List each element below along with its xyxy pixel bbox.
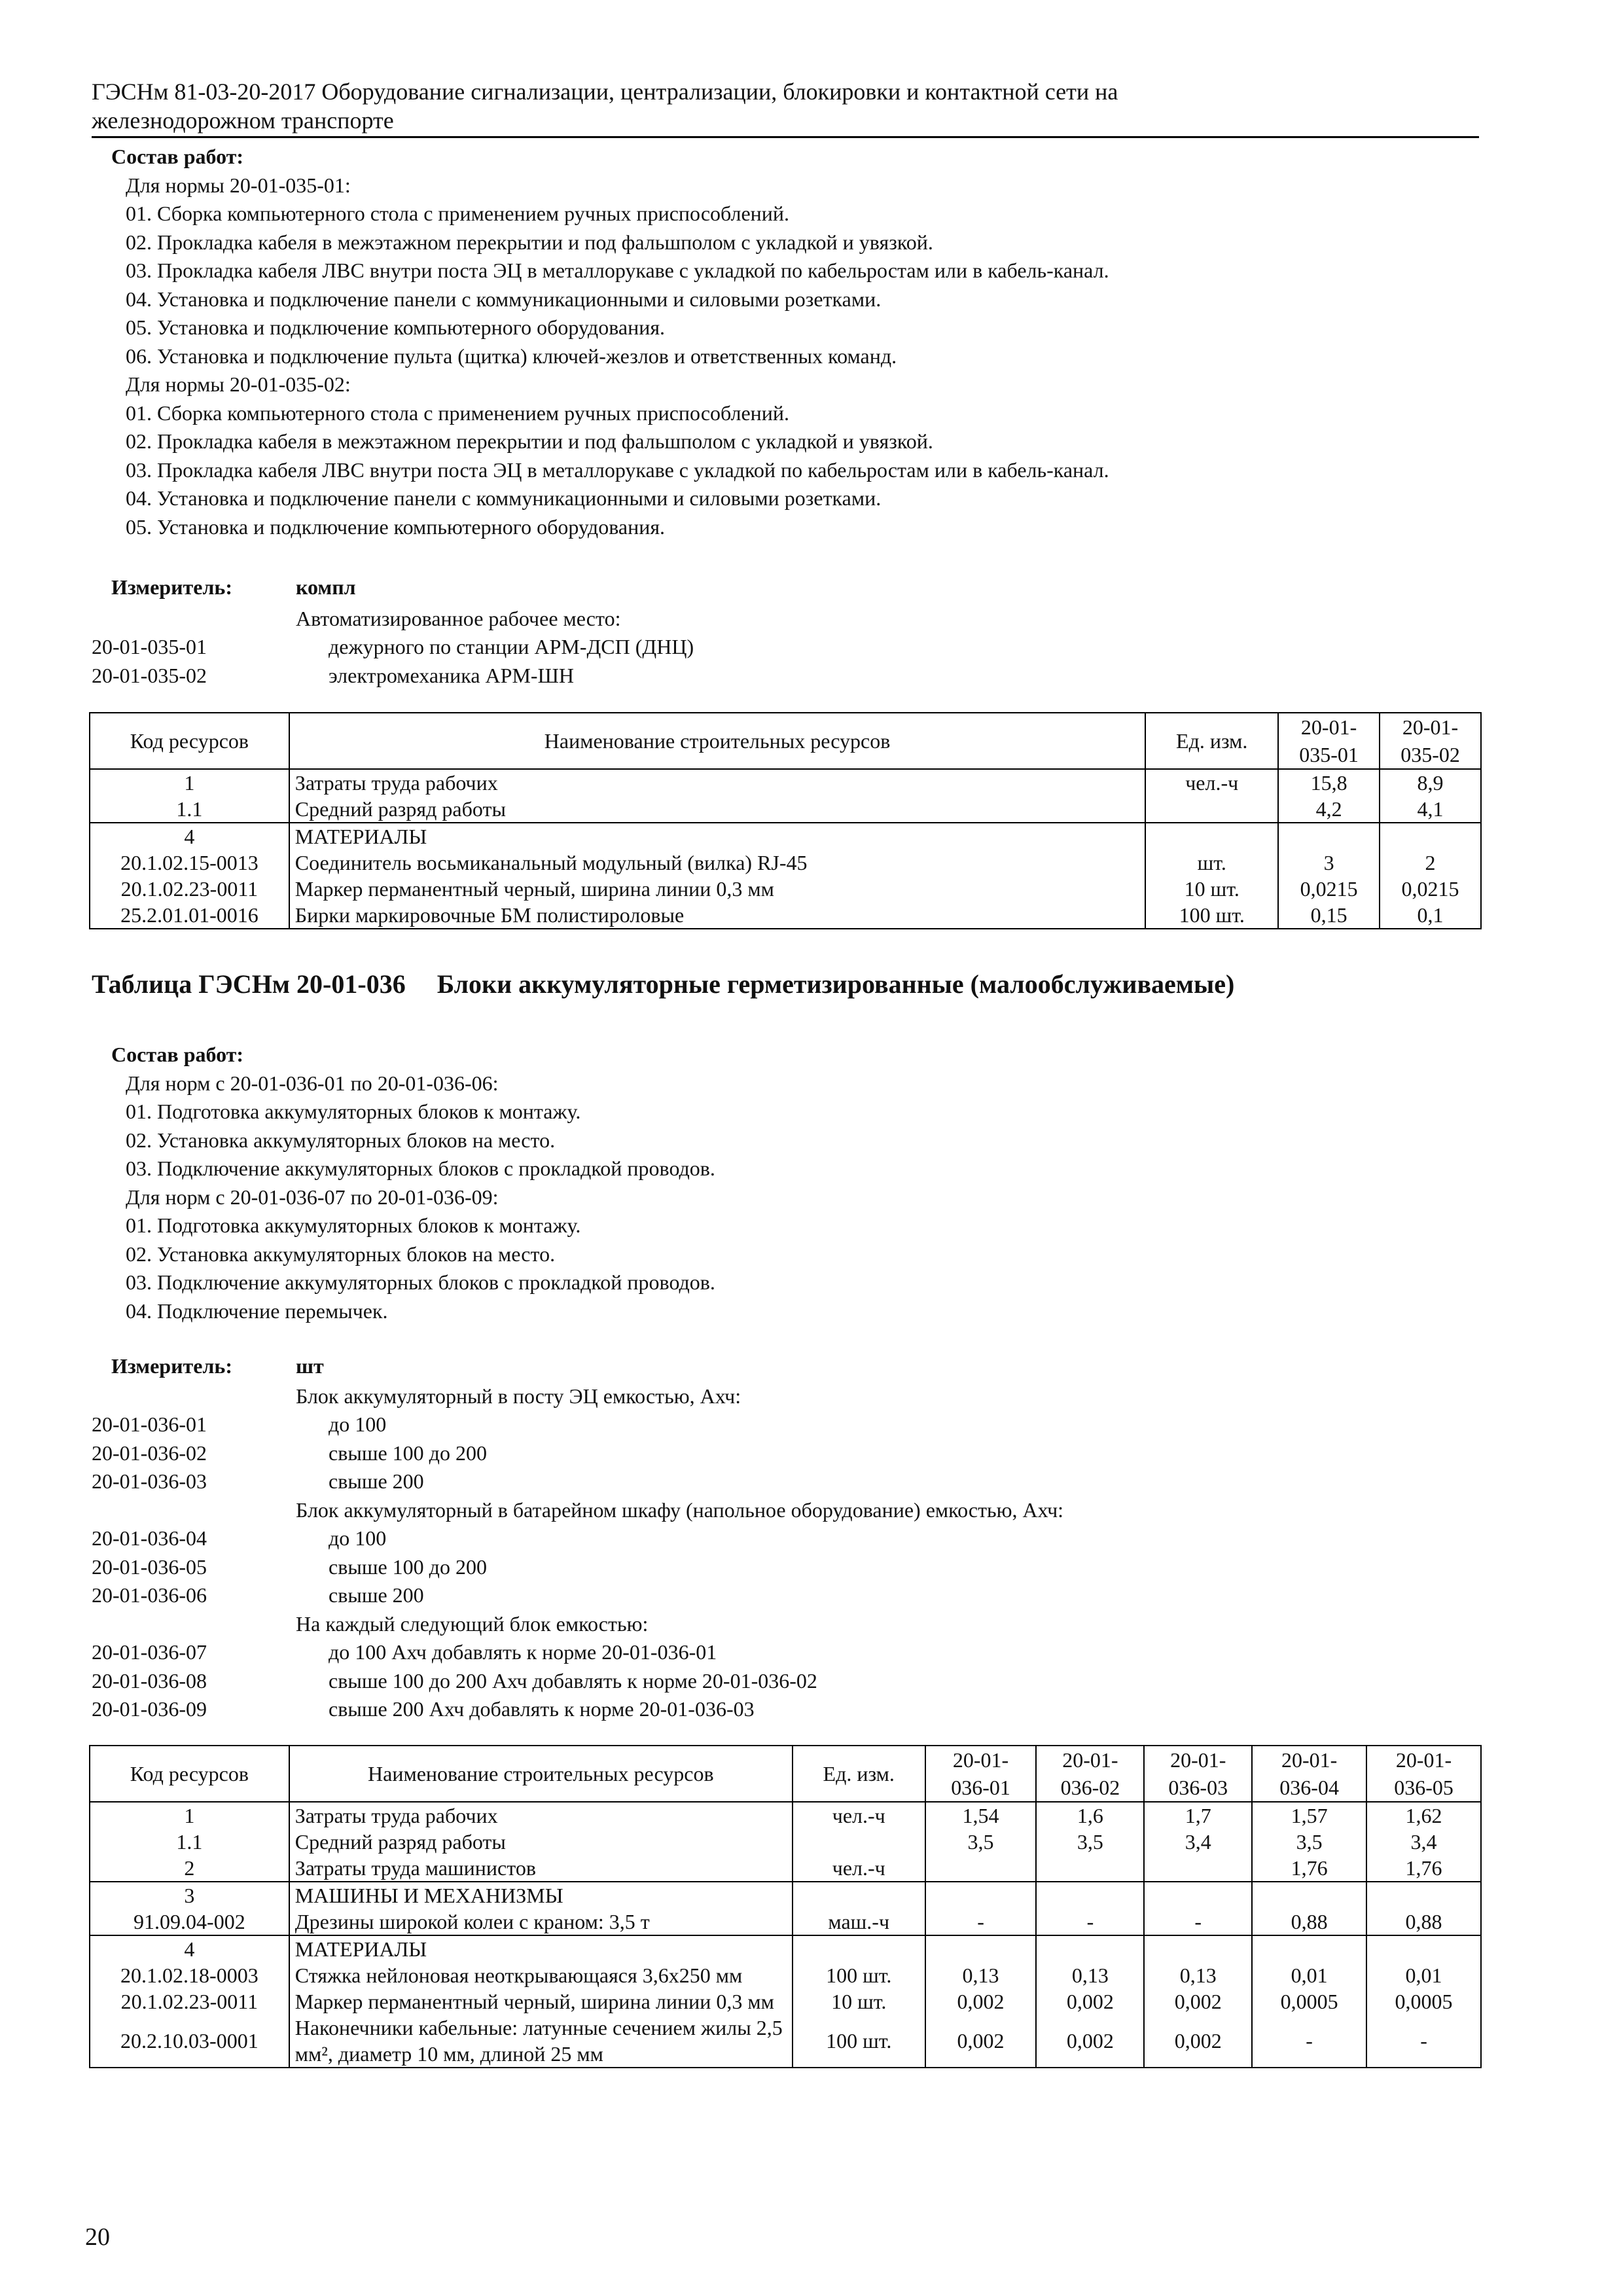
cell-value [1252, 1935, 1366, 1962]
norm-text: свыше 100 до 200 [329, 1441, 487, 1465]
norm-group-row [92, 1496, 1531, 1525]
col-header-code: Код ресурсов [90, 1746, 289, 1802]
work-item: 05. Установка и подключение компьютерного оборудования. [126, 315, 666, 339]
cell-unit: маш.-ч [793, 1909, 925, 1935]
cell-value: - [1036, 1909, 1144, 1935]
cell-unit: чел.-ч [1145, 769, 1278, 796]
cell-value: 3,4 [1366, 1829, 1481, 1855]
work-item: 05. Установка и подключение компьютерного оборудования. [126, 514, 666, 539]
cell-value [1144, 1935, 1252, 1962]
cell-unit [793, 1829, 925, 1855]
cell-value: 0,0215 [1278, 876, 1380, 902]
cell-name: Маркер перманентный черный, ширина линии 0,3 мм [289, 1988, 793, 2015]
table-row [90, 1882, 1481, 1909]
cell-value: 0,13 [1036, 1962, 1144, 1988]
composition-title: Состав работ: [111, 1043, 244, 1066]
col-header-norm: 20-01- 035-01 [1278, 713, 1380, 769]
cell-value: 0,88 [1366, 1909, 1481, 1935]
work-item: 03. Подключение аккумуляторных блоков с прокладкой проводов. [126, 1157, 715, 1180]
table-row [90, 823, 1481, 850]
resources-table-1 [89, 712, 1482, 929]
col-header-norm: 20-01- 036-04 [1252, 1746, 1366, 1802]
norm-row [92, 1581, 1531, 1610]
cell-name: Маркер перманентный черный, ширина линии 0,3 мм [289, 876, 1146, 902]
cell-value: 1,76 [1252, 1855, 1366, 1882]
cell-value: 1,7 [1144, 1802, 1252, 1829]
cell-name: Средний разряд работы [289, 1829, 793, 1855]
cell-code: 1 [90, 1802, 289, 1829]
table-row [90, 1988, 1481, 2015]
cell-name: Средний разряд работы [289, 796, 1146, 823]
norm-code: 20-01-036-06 [92, 1583, 207, 1607]
norm-code [92, 1382, 296, 1411]
table-row [90, 1935, 1481, 1962]
cell-value [1380, 823, 1481, 850]
cell-value: 0,0005 [1252, 1988, 1366, 2015]
cell-value: - [1144, 1909, 1252, 1935]
cell-value: 0,002 [1036, 1988, 1144, 2015]
cell-value: - [925, 1909, 1037, 1935]
cell-unit: чел.-ч [793, 1802, 925, 1829]
table-row [90, 876, 1481, 902]
norm-code: 20-01-035-02 [92, 663, 207, 687]
cell-value [1278, 823, 1380, 850]
work-item: 03. Подключение аккумуляторных блоков с прокладкой проводов. [126, 1270, 715, 1294]
work-item: 02. Установка аккумуляторных блоков на место. [126, 1128, 556, 1152]
cell-value: 1,76 [1366, 1855, 1481, 1882]
norm-group: На каждый следующий блок емкостью: [296, 1611, 649, 1636]
norm-text: электромеханика АРМ-ШН [329, 663, 574, 687]
norm-row [92, 662, 1531, 691]
cell-value: 3,4 [1144, 1829, 1252, 1855]
norm-group: Блок аккумуляторный в батарейном шкафу (напольное оборудование) емкостью, Ахч: [296, 1498, 1064, 1522]
table-row [90, 902, 1481, 929]
cell-value: - [1252, 2015, 1366, 2068]
work-item: 04. Установка и подключение панели с коммуникационными и силовыми розетками. [126, 287, 882, 311]
norm-text: до 100 [329, 1526, 387, 1550]
cell-unit: 100 шт. [1145, 902, 1278, 929]
table-title-text: Блоки аккумуляторные герметизированные (малообслуживаемые) [437, 969, 1235, 999]
cell-name: Затраты труда рабочих [289, 1802, 793, 1829]
norm-row [92, 633, 1531, 662]
norm-group-row [92, 1382, 1531, 1411]
cell-code: 91.09.04-002 [90, 1909, 289, 1935]
cell-value: 1,6 [1036, 1802, 1144, 1829]
cell-code: 20.1.02.23-0011 [90, 876, 289, 902]
meter-group: Автоматизированное рабочее место: [296, 606, 621, 630]
cell-value: 0,0215 [1380, 876, 1481, 902]
table-title [92, 969, 1234, 999]
cell-code: 4 [90, 823, 289, 850]
composition-1 [92, 143, 1531, 541]
col-header-norm: 20-01- 035-02 [1380, 713, 1481, 769]
work-item: 04. Подключение перемычек. [126, 1299, 388, 1323]
work-norm-heading: Для норм с 20-01-036-07 по 20-01-036-09: [126, 1185, 499, 1209]
col-header-norm: 20-01- 036-05 [1366, 1746, 1481, 1802]
table-title-code: Таблица ГЭСНм 20-01-036 [92, 969, 406, 999]
cell-value [1144, 1855, 1252, 1882]
cell-value [1144, 1882, 1252, 1909]
cell-code: 20.1.02.23-0011 [90, 1988, 289, 2015]
cell-value: 3,5 [1036, 1829, 1144, 1855]
col-header-name: Наименование строительных ресурсов [289, 713, 1146, 769]
cell-value: 0,15 [1278, 902, 1380, 929]
cell-value: 1,54 [925, 1802, 1037, 1829]
table-row [90, 769, 1481, 796]
cell-unit: 10 шт. [1145, 876, 1278, 902]
cell-value: 3 [1278, 850, 1380, 876]
norm-text: свыше 200 [329, 1469, 424, 1493]
cell-code: 20.1.02.18-0003 [90, 1962, 289, 1988]
cell-value: 8,9 [1380, 769, 1481, 796]
composition-2 [92, 1041, 1531, 1325]
work-item: 03. Прокладка кабеля ЛВС внутри поста ЭЦ в металлорукаве с укладкой по кабельростам или в кабель-канал. [126, 259, 1109, 282]
cell-value: 0,01 [1366, 1962, 1481, 1988]
norm-text: свыше 100 до 200 [329, 1554, 487, 1579]
cell-value: 1,62 [1366, 1802, 1481, 1829]
work-item: 02. Прокладка кабеля в межэтажном перекрытии и под фальшполом с укладкой и увязкой. [126, 429, 933, 453]
cell-unit [793, 1935, 925, 1962]
cell-value: 0,01 [1252, 1962, 1366, 1988]
cell-code: 1.1 [90, 1829, 289, 1855]
col-header-norm: 20-01- 036-02 [1036, 1746, 1144, 1802]
norm-code: 20-01-036-05 [92, 1554, 207, 1579]
col-header-name: Наименование строительных ресурсов [289, 1746, 793, 1802]
cell-value: 4,2 [1278, 796, 1380, 823]
table-row [90, 2015, 1481, 2068]
cell-unit [1145, 823, 1278, 850]
work-item: 01. Сборка компьютерного стола с применением ручных приспособлений. [126, 202, 790, 225]
norm-row [92, 1410, 1531, 1439]
table-row [90, 1909, 1481, 1935]
norm-text: до 100 Ахч добавлять к норме 20-01-036-01 [329, 1640, 717, 1664]
meter-label: Измеритель: [111, 1354, 232, 1378]
cell-value: 0,002 [925, 2015, 1037, 2068]
cell-code: 20.2.10.03-0001 [90, 2015, 289, 2068]
norm-text: свыше 200 Ахч добавлять к норме 20-01-036-03 [329, 1697, 755, 1721]
cell-name: Стяжка нейлоновая неоткрывающаяся 3,6x250 мм [289, 1962, 793, 1988]
cell-name: Бирки маркировочные БМ полистироловые [289, 902, 1146, 929]
running-header [92, 77, 1479, 138]
cell-value [1366, 1935, 1481, 1962]
table-row [90, 850, 1481, 876]
cell-unit [793, 1882, 925, 1909]
cell-code: 2 [90, 1855, 289, 1882]
norm-row [92, 1667, 1531, 1696]
cell-code: 20.1.02.15-0013 [90, 850, 289, 876]
cell-value [925, 1935, 1037, 1962]
meter-unit: компл [296, 575, 356, 599]
col-header-norm: 20-01- 036-03 [1144, 1746, 1252, 1802]
col-header-code: Код ресурсов [90, 713, 289, 769]
cell-code: 4 [90, 1935, 289, 1962]
work-norm-heading: Для норм с 20-01-036-01 по 20-01-036-06: [126, 1071, 499, 1095]
work-item: 01. Подготовка аккумуляторных блоков к монтажу. [126, 1213, 581, 1237]
cell-value: 15,8 [1278, 769, 1380, 796]
resources-table-2 [89, 1745, 1482, 2068]
cell-value: 0,1 [1380, 902, 1481, 929]
norm-row [92, 1524, 1531, 1553]
cell-value: 3,5 [925, 1829, 1037, 1855]
table-row [90, 1962, 1481, 1988]
cell-value: 3,5 [1252, 1829, 1366, 1855]
cell-code: 1 [90, 769, 289, 796]
work-item: 01. Сборка компьютерного стола с применением ручных приспособлений. [126, 401, 790, 425]
cell-code: 25.2.01.01-0016 [90, 902, 289, 929]
cell-code: 1.1 [90, 796, 289, 823]
table-row [90, 1829, 1481, 1855]
cell-name: Затраты труда машинистов [289, 1855, 793, 1882]
work-item: 04. Установка и подключение панели с коммуникационными и силовыми розетками. [126, 486, 882, 510]
norm-code: 20-01-036-02 [92, 1441, 207, 1465]
meter-label: Измеритель: [111, 575, 232, 599]
table-row [90, 1802, 1481, 1829]
norm-row [92, 1638, 1531, 1667]
cell-name: Соединитель восьмиканальный модульный (вилка) RJ-45 [289, 850, 1146, 876]
cell-value [1366, 1882, 1481, 1909]
work-item: 02. Прокладка кабеля в межэтажном перекрытии и под фальшполом с укладкой и увязкой. [126, 230, 933, 254]
page-number: 20 [85, 2223, 110, 2251]
norm-code [92, 1610, 296, 1639]
norm-code: 20-01-036-08 [92, 1668, 207, 1693]
cell-value: 0,002 [1144, 2015, 1252, 2068]
cell-value [1036, 1882, 1144, 1909]
norm-text: до 100 [329, 1412, 387, 1436]
cell-value [1036, 1935, 1144, 1962]
cell-name: Затраты труда рабочих [289, 769, 1146, 796]
norm-text: свыше 200 [329, 1583, 424, 1607]
cell-name: Дрезины широкой колеи с краном: 3,5 т [289, 1909, 793, 1935]
work-item: 06. Установка и подключение пульта (щитка) ключей-жезлов и ответственных команд. [126, 344, 897, 368]
cell-value: 2 [1380, 850, 1481, 876]
cell-value [925, 1882, 1037, 1909]
cell-value: 0,0005 [1366, 1988, 1481, 2015]
table-row [90, 1855, 1481, 1882]
work-norm-heading: Для нормы 20-01-035-02: [126, 372, 351, 396]
header-line-2: железнодорожном транспорте [92, 107, 394, 134]
cell-name: МАШИНЫ И МЕХАНИЗМЫ [289, 1882, 793, 1909]
meter-block-1 [92, 573, 1531, 690]
norm-code: 20-01-036-01 [92, 1412, 207, 1436]
cell-unit: 100 шт. [793, 2015, 925, 2068]
norm-row [92, 1467, 1531, 1496]
cell-value [1252, 1882, 1366, 1909]
norm-code: 20-01-036-03 [92, 1469, 207, 1493]
norm-code: 20-01-036-09 [92, 1697, 207, 1721]
work-item: 01. Подготовка аккумуляторных блоков к монтажу. [126, 1100, 581, 1123]
meter-block-2 [92, 1352, 1531, 1724]
norm-group: Блок аккумуляторный в посту ЭЦ емкостью, Ахч: [296, 1384, 741, 1408]
col-header-norm: 20-01- 036-01 [925, 1746, 1037, 1802]
cell-value: 4,1 [1380, 796, 1481, 823]
norm-code: 20-01-036-04 [92, 1526, 207, 1550]
cell-value: - [1366, 2015, 1481, 2068]
norm-code [92, 1496, 296, 1525]
cell-value: 0,002 [925, 1988, 1037, 2015]
cell-value: 0,88 [1252, 1909, 1366, 1935]
cell-name: МАТЕРИАЛЫ [289, 1935, 793, 1962]
work-item: 02. Установка аккумуляторных блоков на место. [126, 1242, 556, 1266]
norm-row [92, 1439, 1531, 1468]
table-row [90, 796, 1481, 823]
norm-group-row [92, 1610, 1531, 1639]
cell-unit: 10 шт. [793, 1988, 925, 2015]
work-item: 03. Прокладка кабеля ЛВС внутри поста ЭЦ в металлорукаве с укладкой по кабельростам или в кабель-канал. [126, 457, 1109, 482]
cell-unit: 100 шт. [793, 1962, 925, 1988]
col-header-unit: Ед. изм. [793, 1746, 925, 1802]
norm-code: 20-01-036-07 [92, 1640, 207, 1664]
cell-unit [1145, 796, 1278, 823]
meter-unit: шт [296, 1354, 324, 1378]
norm-text: дежурного по станции АРМ-ДСП (ДНЦ) [329, 635, 694, 658]
cell-value [925, 1855, 1037, 1882]
cell-name: Наконечники кабельные: латунные сечением жилы 2,5 мм², диаметр 10 мм, длиной 25 мм [289, 2015, 793, 2068]
col-header-unit: Ед. изм. [1145, 713, 1278, 769]
cell-value [1036, 1855, 1144, 1882]
cell-unit: чел.-ч [793, 1855, 925, 1882]
norm-code: 20-01-035-01 [92, 635, 207, 658]
norm-text: свыше 100 до 200 Ахч добавлять к норме 20-01-036-02 [329, 1668, 817, 1693]
composition-title: Состав работ: [111, 145, 244, 168]
cell-code: 3 [90, 1882, 289, 1909]
cell-value: 0,13 [1144, 1962, 1252, 1988]
cell-unit: шт. [1145, 850, 1278, 876]
cell-name: МАТЕРИАЛЫ [289, 823, 1146, 850]
cell-value: 0,13 [925, 1962, 1037, 1988]
cell-value: 0,002 [1036, 2015, 1144, 2068]
norm-row [92, 1695, 1531, 1724]
norm-row [92, 1553, 1531, 1582]
cell-value: 1,57 [1252, 1802, 1366, 1829]
cell-value: 0,002 [1144, 1988, 1252, 2015]
header-line-1: ГЭСНм 81-03-20-2017 Оборудование сигнализации, централизации, блокировки и контактной сети на [92, 79, 1118, 105]
work-norm-heading: Для нормы 20-01-035-01: [126, 173, 351, 197]
